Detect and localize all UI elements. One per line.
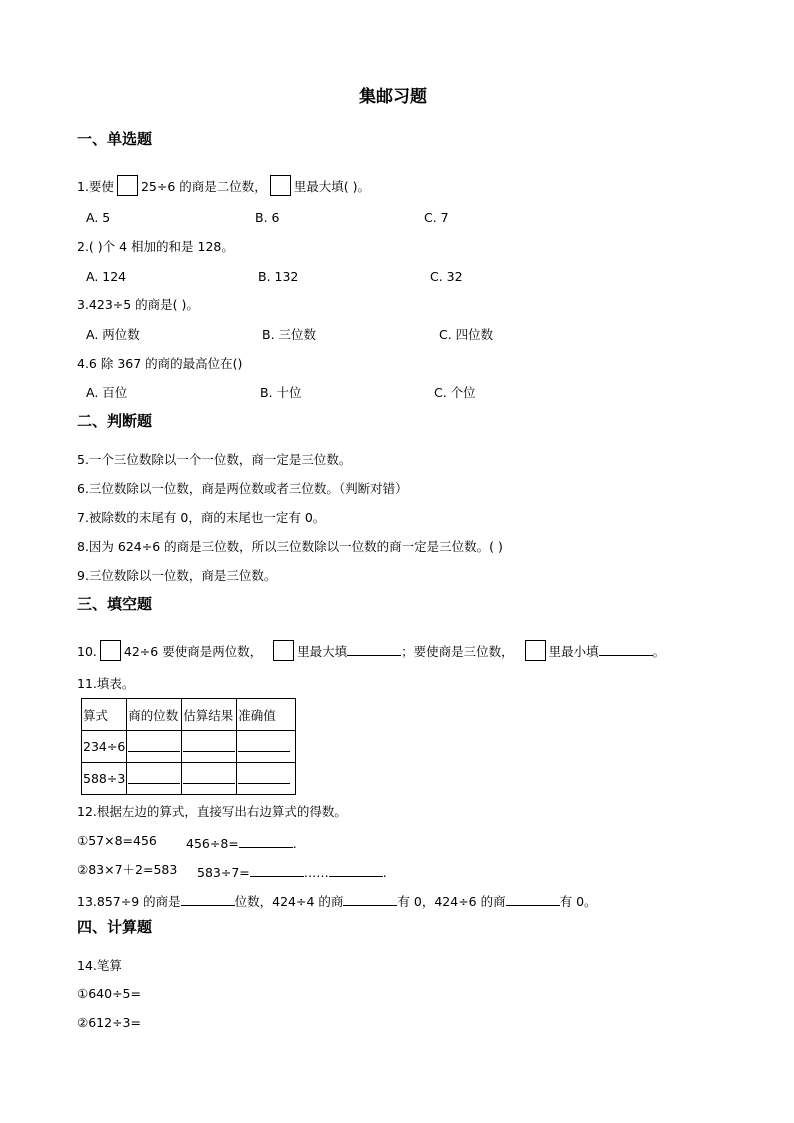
table-row xyxy=(82,731,296,763)
q1-option-c[interactable]: C. 7 xyxy=(424,210,449,225)
q13-p4: 有 0。 xyxy=(559,894,597,909)
answer-blank[interactable] xyxy=(250,864,304,877)
q12-dot: . xyxy=(292,836,297,851)
q2-option-a[interactable]: A. 124 xyxy=(86,269,127,284)
q10-part3: ；要使商是三位数， xyxy=(401,644,514,659)
q12-ellipsis: …… xyxy=(303,865,329,880)
table-cell-blank[interactable] xyxy=(237,731,296,763)
answer-blank[interactable] xyxy=(343,893,397,906)
table-cell-blank[interactable] xyxy=(182,731,237,763)
q3-option-c[interactable]: C. 四位数 xyxy=(439,327,494,342)
page-title: 集邮习题 xyxy=(359,87,427,107)
table-header-cell: 估算结果 xyxy=(182,699,237,731)
answer-box[interactable] xyxy=(525,640,546,661)
q4-option-c[interactable]: C. 个位 xyxy=(434,385,476,400)
question-2: 2.( )个 4 相加的和是 128。 xyxy=(77,239,234,254)
q10-part2: 里最大填 xyxy=(297,644,348,659)
q12-dot: . xyxy=(382,865,387,880)
question-10 xyxy=(77,642,665,663)
q10-part1: 42÷6 要使商是两位数， xyxy=(123,644,263,659)
question-13 xyxy=(77,893,597,909)
answer-blank[interactable] xyxy=(506,893,560,906)
q13-p1: 13.857÷9 的商是 xyxy=(77,894,181,909)
q10-end: 。 xyxy=(652,644,666,659)
section-heading-single-choice: 一、单选题 xyxy=(77,130,153,148)
question-14: 14.笔算 xyxy=(77,958,122,973)
q10-prefix: 10. xyxy=(77,644,97,659)
answer-blank[interactable] xyxy=(239,835,293,848)
table-row xyxy=(82,763,296,795)
q13-p3: 有 0，424÷6 的商 xyxy=(397,894,506,909)
question-12: 12.根据左边的算式，直接写出右边算式的得数。 xyxy=(77,804,347,819)
q1-prefix: 1.要使 xyxy=(77,179,114,194)
answer-box[interactable] xyxy=(117,175,138,196)
fill-table xyxy=(81,698,296,795)
q3-option-b[interactable]: B. 三位数 xyxy=(262,327,317,342)
answer-blank[interactable] xyxy=(599,643,653,656)
table-cell-expression: 588÷3 xyxy=(82,763,127,795)
q2-option-c[interactable]: C. 32 xyxy=(430,269,463,284)
q3-option-a[interactable]: A. 两位数 xyxy=(86,327,140,342)
question-6: 6.三位数除以一位数，商是两位数或者三位数。（判断对错） xyxy=(77,481,408,496)
section-heading-true-false: 二、判断题 xyxy=(77,412,153,430)
q4-option-a[interactable]: A. 百位 xyxy=(86,385,128,400)
table-cell-blank[interactable] xyxy=(237,763,296,795)
q4-option-b[interactable]: B. 十位 xyxy=(260,385,302,400)
q14-item-2: ②612÷3= xyxy=(77,1015,141,1030)
answer-box[interactable] xyxy=(273,640,294,661)
table-header-cell: 商的位数 xyxy=(127,699,182,731)
table-cell-blank[interactable] xyxy=(127,731,182,763)
answer-blank[interactable] xyxy=(329,864,383,877)
answer-box[interactable] xyxy=(100,640,121,661)
question-11: 11.填表。 xyxy=(77,676,135,691)
answer-box[interactable] xyxy=(270,175,291,196)
q12-line1-left: ①57×8=456 xyxy=(77,833,157,848)
table-header-cell: 准确值 xyxy=(237,699,296,731)
question-1 xyxy=(77,177,370,198)
section-heading-calculation: 四、计算题 xyxy=(77,918,153,936)
q13-p2: 位数，424÷4 的商 xyxy=(234,894,344,909)
q1-suffix: 里最大填( )。 xyxy=(293,179,370,194)
question-9: 9.三位数除以一位数，商是三位数。 xyxy=(77,568,277,583)
question-3: 3.423÷5 的商是( )。 xyxy=(77,297,199,312)
q1-mid: 25÷6 的商是二位数， xyxy=(140,179,267,194)
table-cell-expression: 234÷6 xyxy=(82,731,127,763)
table-cell-blank[interactable] xyxy=(182,763,237,795)
q1-option-b[interactable]: B. 6 xyxy=(255,210,280,225)
question-8: 8.因为 624÷6 的商是三位数，所以三位数除以一位数的商一定是三位数。( ) xyxy=(77,539,503,554)
q2-option-b[interactable]: B. 132 xyxy=(258,269,299,284)
section-heading-fill-blank: 三、填空题 xyxy=(77,595,153,613)
q14-item-1: ①640÷5= xyxy=(77,986,141,1001)
q1-option-a[interactable]: A. 5 xyxy=(86,210,111,225)
question-4: 4.6 除 367 的商的最高位在() xyxy=(77,356,243,371)
q12-line2-left: ②83×7＋2=583 xyxy=(77,862,178,877)
q12-line2-expression: 583÷7= xyxy=(197,865,250,880)
q12-line1-expression: 456÷8= xyxy=(186,836,239,851)
q10-part4: 里最小填 xyxy=(548,644,599,659)
q12-line2-right xyxy=(197,864,387,880)
table-header-row xyxy=(82,699,296,731)
table-header-cell: 算式 xyxy=(82,699,127,731)
question-5: 5.一个三位数除以一个一位数，商一定是三位数。 xyxy=(77,452,352,467)
question-7: 7.被除数的末尾有 0，商的末尾也一定有 0。 xyxy=(77,510,326,525)
table-cell-blank[interactable] xyxy=(127,763,182,795)
q12-line1-right xyxy=(186,835,297,851)
answer-blank[interactable] xyxy=(347,643,401,656)
answer-blank[interactable] xyxy=(181,893,235,906)
